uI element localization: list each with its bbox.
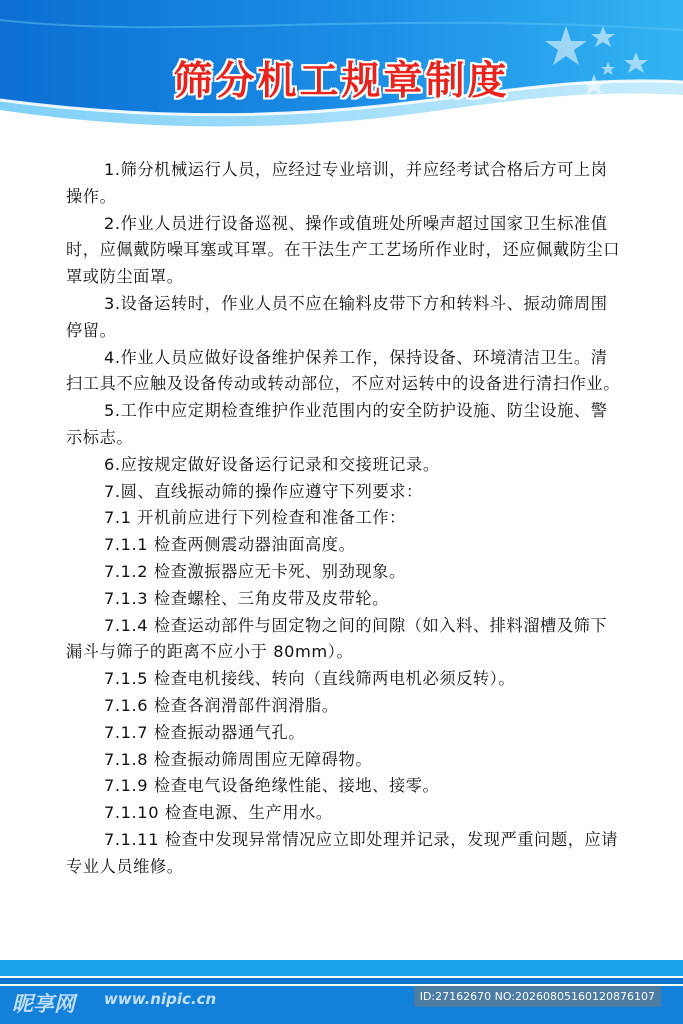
page-title: 筛分机工规章制度 (173, 59, 510, 104)
rule-paragraph: 7.1.4 检查运动部件与固定物之间的间隙（如入料、排料溜槽及筛下漏斗与筛子的距离不应小于 80mm）。 (66, 615, 608, 662)
rule-paragraph: 4.作业人员应做好设备维护保养工作，保持设备、环境清洁卫生。清扫工具不应触及设备传动或转动部位，不应对运转中的设备进行清扫作业。 (66, 347, 620, 394)
rule-paragraph: 2.作业人员进行设备巡视、操作或值班处所噪声超过国家卫生标准值时，应佩戴防噪耳塞或耳罩。在干法生产工艺场所作业时，还应佩戴防尘口罩或防尘面罩。 (66, 213, 620, 287)
rules-content (66, 157, 622, 881)
watermark-logo: 昵享网 (12, 992, 75, 1016)
rule-paragraph: 7.1 开机前应进行下列检查和准备工作： (104, 508, 406, 528)
rule-paragraph: 7.1.9 检查电气设备绝缘性能、接地、接零。 (104, 776, 440, 796)
rule-paragraph: 7.1.8 检查振动筛周围应无障碍物。 (104, 749, 373, 769)
rule-paragraph: 5.工作中应定期检查维护作业范围内的安全防护设施、防尘设施、警示标志。 (66, 401, 608, 447)
rule-paragraph: 7.1.7 检查振动器通气孔。 (104, 722, 306, 742)
footer-banner (0, 960, 683, 1024)
rule-paragraph: 6.应按规定做好设备运行记录和交接班记录。 (104, 454, 440, 474)
rule-paragraph: 1.筛分机械运行人员，应经过专业培训，并应经考试合格后方可上岗操作。 (66, 160, 608, 206)
rule-paragraph: 7.1.10 检查电源、生产用水。 (104, 803, 333, 823)
rule-paragraph: 7.1.2 检查激振器应无卡死、别劲现象。 (104, 561, 406, 581)
footer-stripe (0, 960, 683, 976)
rule-paragraph: 3.设备运转时，作业人员不应在输料皮带下方和转料斗、振动筛周围停留。 (66, 293, 608, 340)
watermark-url: www.nipic.cn (104, 990, 217, 1008)
rule-paragraph: 7.1.5 检查电机接线、转向（直线筛两电机必须反转）。 (104, 669, 516, 689)
rule-paragraph: 7.1.11 检查中发现异常情况应立即处理并记录，发现严重问题，应请专业人员维修。 (66, 829, 619, 876)
rule-paragraph: 7.1.1 检查两侧震动器油面高度。 (104, 535, 356, 555)
watermark-id: ID:27162670 NO:20260805160120876107 (414, 986, 661, 1007)
rule-paragraph: 7.1.6 检查各润滑部件润滑脂。 (104, 695, 339, 715)
rule-paragraph: 7.1.3 检查螺栓、三角皮带及皮带轮。 (104, 588, 389, 608)
rule-paragraph: 7.圆、直线振动筛的操作应遵守下列要求： (104, 481, 423, 501)
header-banner (0, 0, 683, 150)
footer-stripe (0, 978, 683, 984)
